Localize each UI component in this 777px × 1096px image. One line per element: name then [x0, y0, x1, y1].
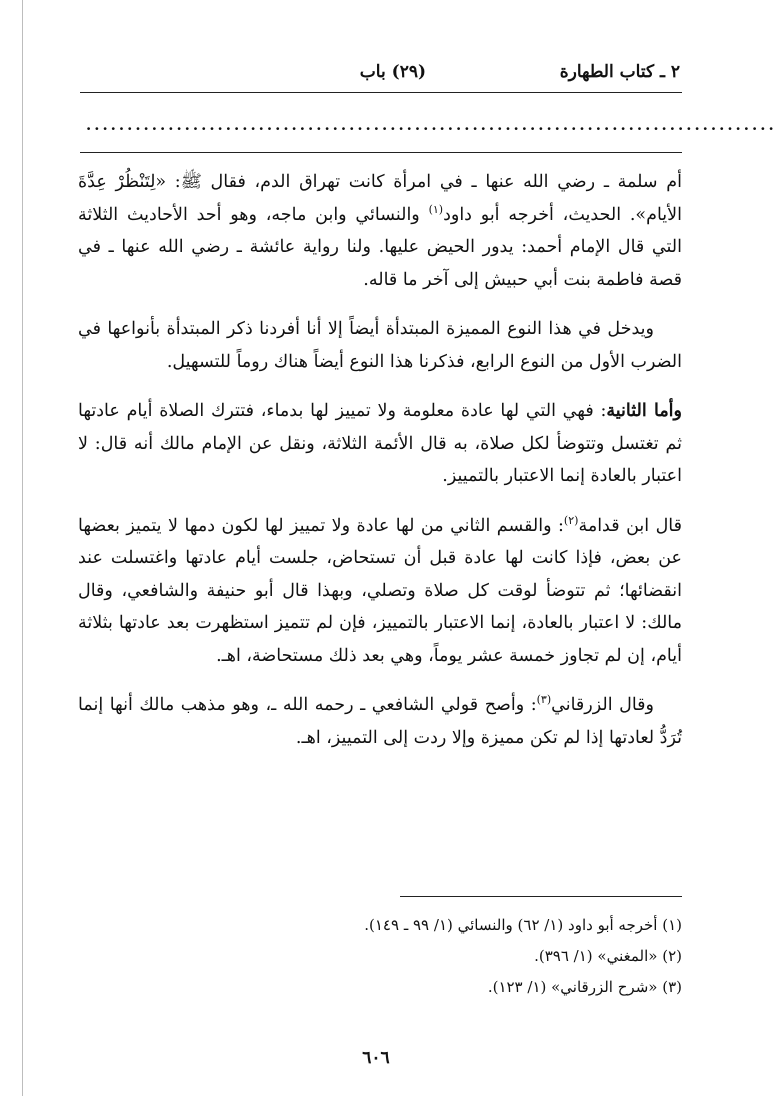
- paragraph-heading: وأما الثانية: [606, 401, 682, 421]
- dotted-separator: ....................................................................................: [86, 116, 777, 134]
- footnote-item: (١) أخرجه أبو داود (١/ ٦٢) والنسائي (١/ ٩٩ ـ ١٤٩).: [364, 916, 682, 934]
- paragraph-text: قال ابن قدامة: [578, 515, 682, 536]
- main-text: [78, 166, 682, 771]
- header-rule: [80, 92, 682, 93]
- paragraph-text: ويدخل في هذا النوع المميزة المبتدأة أيضاً إلا أنا أفردنا ذكر المبتدأة بأنواعها في الضرب الأول من النوع الرابع، فذكرنا هذا النوع أيضاً هناك روماً للتسهيل.: [78, 319, 682, 372]
- footnotes: [78, 910, 682, 1003]
- paragraph-text: أم سلمة ـ رضي الله عنها ـ في امرأة كانت تهراق الدم، فقال ﷺ: «لِتَنْظُرْ عِدَّةَ الأيام». الحديث، أخرجه أبو داود: [78, 172, 682, 225]
- footnote-item: (٢) «المغني» (١/ ٣٩٦).: [534, 947, 682, 965]
- paragraph-text: وقال الزرقاني: [551, 695, 654, 715]
- page-edge-line: [22, 0, 23, 1096]
- paragraph: [78, 510, 682, 673]
- paragraph: [78, 395, 682, 493]
- footnote-marker: (٢): [563, 513, 579, 527]
- page-number: ٦٠٦: [362, 1048, 390, 1068]
- paragraph: [78, 166, 682, 296]
- running-header: [80, 62, 680, 90]
- paragraph: [78, 689, 682, 754]
- paragraph-text: : فهي التي لها عادة معلومة ولا تمييز لها بدماء، فتترك الصلاة أيام عادتها ثم تغتسل وتتوضأ لكل صلاة، به قال الأئمة الثلاثة، ونقل عن الإمام مالك أنه قال: لا اعتبار بالعادة إنما الاعتبار بالتمييز.: [78, 401, 682, 486]
- header-book-title: ٢ ـ كتاب الطهارة: [559, 62, 680, 82]
- paragraph-text: والنسائي وابن ماجه، وهو أحد الأحاديث الثلاثة التي قال الإمام أحمد: يدور الحيض عليها. ولنا رواية عائشة ـ رضي الله عنها ـ في قصة فاطمة بنت أبي حبيش إلى آخر ما قاله.: [78, 204, 682, 290]
- section-rule: [80, 152, 682, 153]
- header-chapter-title: (٢٩) باب: [359, 62, 426, 82]
- footnote-item: (٣) «شرح الزرقاني» (١/ ١٢٣).: [487, 978, 682, 996]
- paragraph-text: : والقسم الثاني من لها عادة ولا تمييز لها لكون دمها لا يتميز بعضها عن بعض، فإذا كانت لها عادة قبل أن تستحاض، جلست أيام عادتها واغتسلت عند انقضائها؛ ثم تتوضأ لوقت كل صلاة وتصلي، وبهذا قال أبو حنيفة والشافعي، وقال مالك: لا اعتبار بالعادة، إنما الاعتبار بالتمييز، فإن لم تتميز استظهرت بعد عادتها بثلاثة أيام، إن لم تجاوز خمسة عشر يوماً، وهي بعد ذلك مستحاضة، اهـ.: [78, 515, 682, 666]
- footnote-marker: (١): [428, 202, 444, 216]
- paragraph: [78, 313, 682, 378]
- footnote-rule: [400, 896, 682, 897]
- footnote-marker: (٣): [536, 693, 552, 707]
- paragraph-text: : وأصح قولي الشافعي ـ رحمه الله ـ، وهو مذهب مالك أنها إنما تُرَدُّ لعادتها إذا لم تكن مميزة وإلا ردت إلى التمييز، اهـ.: [78, 695, 682, 748]
